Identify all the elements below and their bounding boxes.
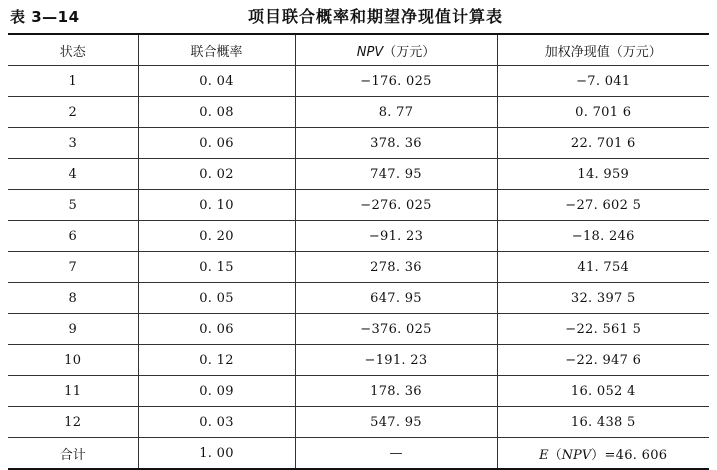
header-probability: 联合概率 — [138, 34, 295, 66]
cell-npv: 547. 95 — [295, 407, 497, 438]
header-npv-label: NPV — [356, 44, 384, 60]
cell-npv: 747. 95 — [295, 159, 497, 190]
header-weighted-npv: 加权净现值（万元） — [497, 34, 709, 66]
cell-npv: 378. 36 — [295, 128, 497, 159]
cell-weighted-npv: −22. 947 6 — [497, 345, 709, 376]
cell-state: 2 — [8, 97, 138, 128]
cell-npv: 178. 36 — [295, 376, 497, 407]
cell-probability: 0. 10 — [138, 190, 295, 221]
cell-npv: −176. 025 — [295, 66, 497, 97]
table-row — [8, 376, 709, 407]
expected-open: （ — [548, 447, 562, 463]
header-npv — [295, 34, 497, 66]
cell-state: 6 — [8, 221, 138, 252]
cell-weighted-npv: −18. 246 — [497, 221, 709, 252]
cell-npv: −191. 23 — [295, 345, 497, 376]
cell-npv: −376. 025 — [295, 314, 497, 345]
table-row — [8, 252, 709, 283]
cell-state: 1 — [8, 66, 138, 97]
cell-npv: 8. 77 — [295, 97, 497, 128]
expected-npv-label: NPV — [561, 447, 592, 463]
table-title: 项目联合概率和期望净现值计算表 — [248, 7, 504, 26]
header-row — [8, 34, 709, 66]
cell-state: 4 — [8, 159, 138, 190]
table-row — [8, 128, 709, 159]
expected-symbol: E — [539, 447, 549, 463]
cell-npv: 647. 95 — [295, 283, 497, 314]
npv-table — [8, 33, 709, 470]
table-row — [8, 159, 709, 190]
cell-weighted-npv: 16. 438 5 — [497, 407, 709, 438]
cell-weighted-npv: 41. 754 — [497, 252, 709, 283]
cell-weighted-npv: −22. 561 5 — [497, 314, 709, 345]
table-body — [8, 66, 709, 470]
table-row — [8, 66, 709, 97]
cell-weighted-npv: 0. 701 6 — [497, 97, 709, 128]
cell-weighted-npv: −7. 041 — [497, 66, 709, 97]
cell-npv: −276. 025 — [295, 190, 497, 221]
table-number: 表 3—14 — [10, 8, 80, 26]
cell-state: 7 — [8, 252, 138, 283]
cell-state: 3 — [8, 128, 138, 159]
total-probability: 1. 00 — [138, 438, 295, 470]
table-header — [8, 34, 709, 66]
cell-state: 10 — [8, 345, 138, 376]
table-row — [8, 283, 709, 314]
cell-state: 11 — [8, 376, 138, 407]
cell-weighted-npv: 16. 052 4 — [497, 376, 709, 407]
cell-probability: 0. 08 — [138, 97, 295, 128]
table-row — [8, 314, 709, 345]
cell-probability: 0. 06 — [138, 314, 295, 345]
cell-weighted-npv: 14. 959 — [497, 159, 709, 190]
table-row — [8, 345, 709, 376]
header-state: 状态 — [8, 34, 138, 66]
cell-npv: −91. 23 — [295, 221, 497, 252]
table-row — [8, 97, 709, 128]
cell-weighted-npv: 32. 397 5 — [497, 283, 709, 314]
cell-npv: 278. 36 — [295, 252, 497, 283]
cell-probability: 0. 09 — [138, 376, 295, 407]
cell-probability: 0. 06 — [138, 128, 295, 159]
cell-state: 8 — [8, 283, 138, 314]
cell-state: 12 — [8, 407, 138, 438]
total-npv: — — [295, 438, 497, 470]
cell-weighted-npv: 22. 701 6 — [497, 128, 709, 159]
cell-state: 9 — [8, 314, 138, 345]
cell-probability: 0. 20 — [138, 221, 295, 252]
cell-probability: 0. 12 — [138, 345, 295, 376]
total-row — [8, 438, 709, 470]
table-caption — [0, 6, 717, 30]
cell-probability: 0. 05 — [138, 283, 295, 314]
table-row — [8, 190, 709, 221]
total-expected-npv — [497, 438, 709, 470]
cell-probability: 0. 04 — [138, 66, 295, 97]
cell-weighted-npv: −27. 602 5 — [497, 190, 709, 221]
table-row — [8, 221, 709, 252]
cell-probability: 0. 03 — [138, 407, 295, 438]
expected-npv-value: ）=46. 606 — [591, 447, 668, 463]
cell-probability: 0. 02 — [138, 159, 295, 190]
header-npv-unit: （万元） — [383, 44, 436, 60]
cell-probability: 0. 15 — [138, 252, 295, 283]
table-row — [8, 407, 709, 438]
total-label: 合计 — [8, 438, 138, 470]
cell-state: 5 — [8, 190, 138, 221]
